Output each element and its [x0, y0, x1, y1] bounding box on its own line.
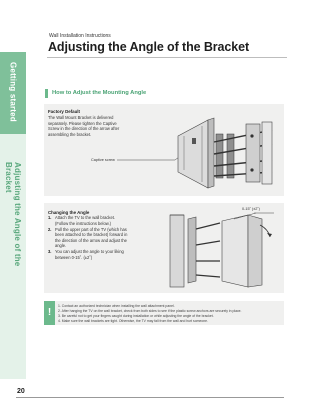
factory-default-line: assembling the bracket.: [48, 131, 92, 137]
page-number: 20: [17, 388, 25, 395]
step-line: Attach the TV to the wall bracket.: [55, 215, 115, 220]
step-number: 2.: [48, 226, 52, 232]
step-line: the direction of the arrow and adjust the: [55, 237, 127, 243]
step-line: angle.: [55, 243, 67, 248]
side-tab: [0, 52, 26, 379]
step-number: 1.: [48, 215, 52, 220]
wall-bracket-illustration: [172, 114, 280, 194]
title-divider: [47, 57, 287, 58]
side-tab-subsection-label: Adjusting the Angle of the Bracket: [4, 162, 22, 267]
captive-screw-label: Captive screw: [91, 158, 115, 162]
section-label: Wall Installation Instructions: [49, 33, 111, 39]
warning-icon: [44, 301, 55, 325]
section-heading-marker: [45, 89, 48, 98]
section-heading-text: How to Adjust the Mounting Angle: [52, 90, 147, 96]
changing-angle-title: Changing the Angle: [48, 210, 90, 215]
note-box: [44, 301, 284, 325]
note-line: 4. Make sure the wall brackets are tight. Otherwise, the TV may fall from the wall and hurt someone.: [58, 319, 208, 323]
footer-divider: [16, 397, 284, 398]
angle-range-label: 0-15˚ (±2˚): [242, 207, 260, 211]
note-line: 3. Be careful not to get your fingers caught during installation or while adjusting the angle of the bracket.: [58, 314, 214, 318]
side-tab-section-label: Getting started: [8, 62, 18, 122]
changing-angle-panel: [44, 203, 284, 293]
step-line: Pull the upper part of the TV (which has: [55, 226, 127, 232]
note-line: 1. Contact an authorized technician when installing the wall attachment panel.: [58, 304, 175, 308]
step-line: between 0-15˚. (±2˚): [55, 254, 93, 260]
warning-icon-glyph: !: [47, 307, 52, 318]
factory-default-line: separately. Please tighten the Captive: [48, 120, 117, 126]
factory-default-line: Screw in the direction of the arrow after: [48, 126, 120, 131]
tilt-angle-illustration: [164, 211, 280, 291]
step-line: (Follow the instructions below.): [55, 220, 111, 226]
step-line: You can adjust the angle to your liking: [55, 249, 124, 254]
step-number: 3.: [48, 249, 52, 254]
factory-default-line: The Wall Mount Bracket is delivered: [48, 115, 114, 120]
factory-default-panel: [44, 104, 284, 196]
page-title: Adjusting the Angle of the Bracket: [48, 40, 250, 54]
factory-default-title: Factory Default: [48, 109, 80, 114]
step-line: been attached to the bracket) forward in: [55, 232, 128, 237]
note-line: 2. After hanging the TV on the wall bracket, check from both sides to see if the plastic screw anchors are securely in place.: [58, 309, 242, 313]
